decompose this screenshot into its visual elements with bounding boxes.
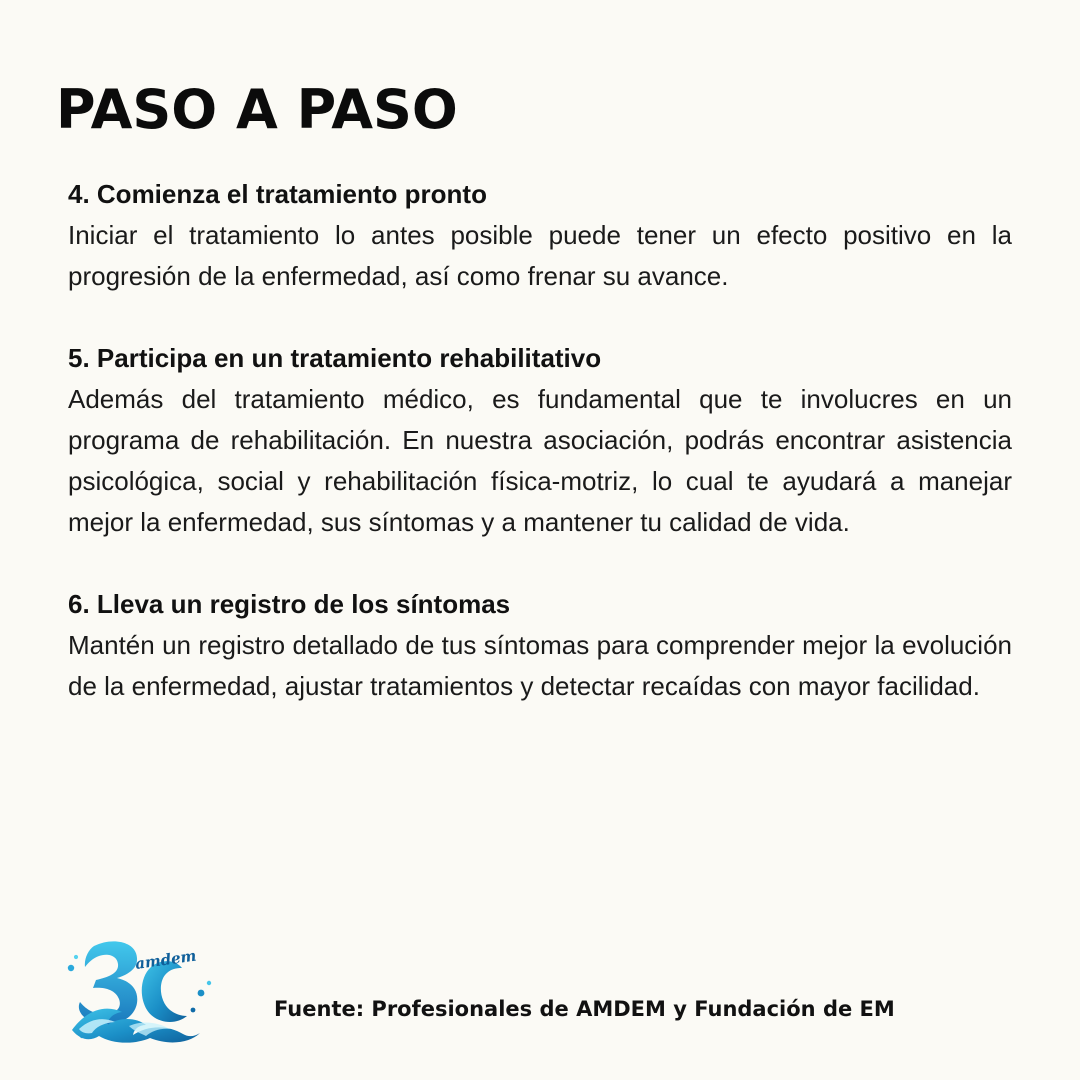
step-heading: 5. Participa en un tratamiento rehabilitativo — [68, 343, 602, 373]
step-heading: 6. Lleva un registro de los síntomas — [68, 589, 511, 619]
source-text: Fuente: Profesionales de AMDEM y Fundación de EM — [274, 997, 895, 1021]
step-6 — [68, 584, 1012, 707]
steps-list — [68, 174, 1012, 748]
step-body: Iniciar el tratamiento lo antes posible puede tener un efecto positivo en la progresión de la enfermedad, así como frenar su avance. — [68, 220, 1012, 291]
step-body: Además del tratamiento médico, es fundamental que te involucres en un programa de rehabilitación. En nuestra asociación, podrás encontrar asistencia psicológica, social y rehabilitación física-motriz, lo cual te ayudará a manejar mejor la enfermedad, sus síntomas y a mantener tu calidad de vida. — [68, 384, 1012, 537]
step-body: Mantén un registro detallado de tus síntomas para comprender mejor la evolución de la enfermedad, ajustar tratamientos y detectar recaídas con mayor facilidad. — [68, 630, 1012, 701]
wave-30-logo-icon — [64, 938, 214, 1043]
step-heading: 4. Comienza el tratamiento pronto — [68, 179, 487, 209]
page-title: PASO A PASO — [56, 78, 458, 141]
svg-text:amdem: amdem — [134, 946, 198, 973]
step-4 — [68, 174, 1012, 297]
footer — [64, 938, 964, 1048]
step-5 — [68, 338, 1012, 543]
